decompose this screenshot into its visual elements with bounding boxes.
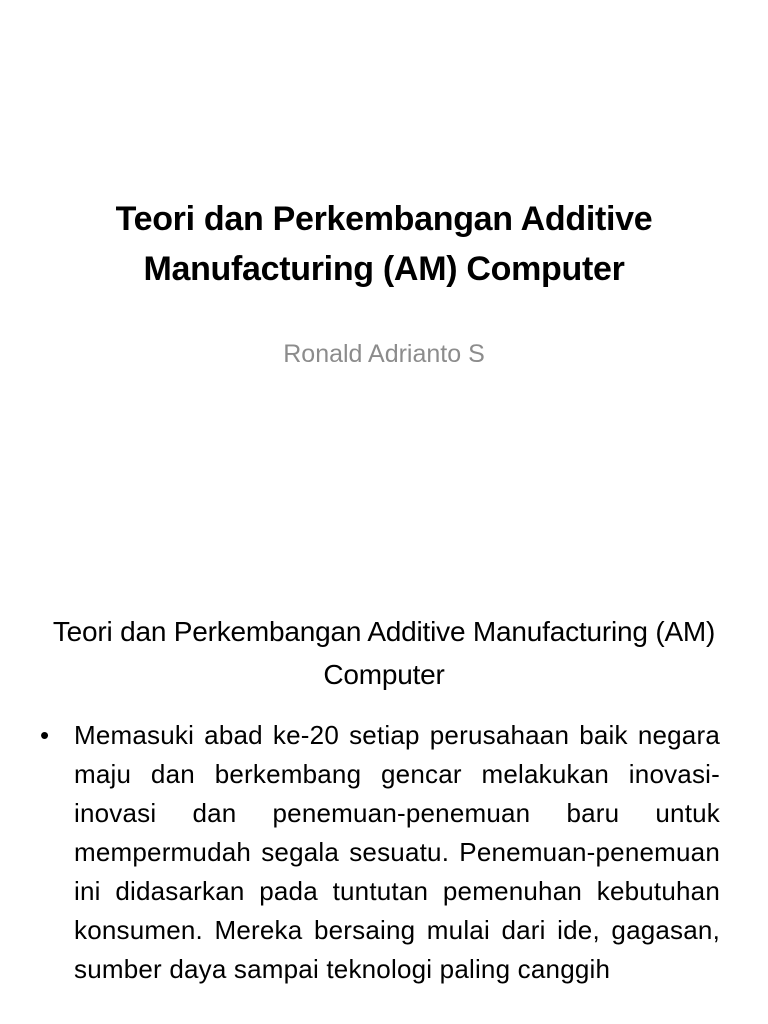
bullet-item: [40, 716, 720, 989]
bullet-icon: •: [40, 720, 50, 750]
content-slide-heading: Teori dan Perkembangan Additive Manufacturing (AM) Computer: [52, 616, 716, 690]
bullet-text: Memasuki abad ke-20 setiap perusahaan baik negara maju dan berkembang gencar melakukan inovasi-inovasi dan penemuan-penemuan baru untuk mempermudah segala sesuatu. Penemuan-penemuan ini didasarkan pada tuntutan pemenuhan kebutuhan konsumen. Mereka bersaing mulai dari ide, gagasan, sumber daya sampai teknologi paling canggih: [74, 720, 720, 984]
slide-title-heading: Teori dan Perkembangan Additive Manufacturing (AM) Computer: [115, 200, 653, 288]
bullet-list: [40, 716, 720, 989]
author-subtitle: Ronald Adrianto S: [283, 340, 485, 368]
slide-content: [0, 576, 768, 1024]
